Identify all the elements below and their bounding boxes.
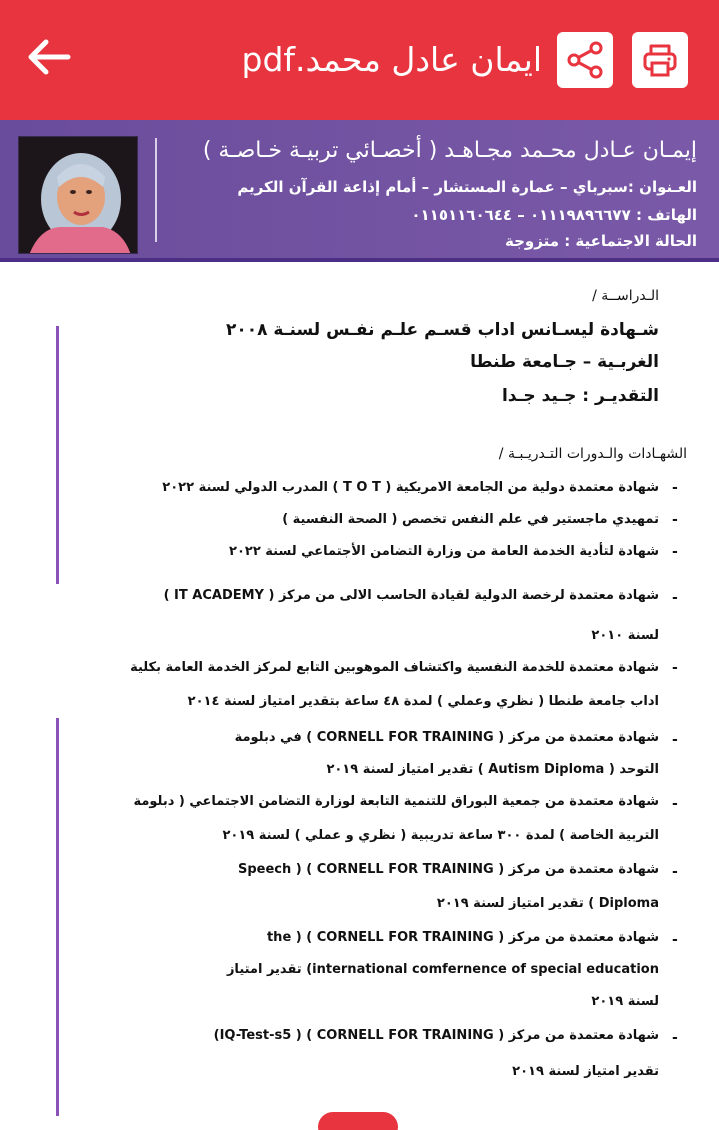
- university-line: الغربـية – جـامعة طنطا: [470, 352, 659, 372]
- app-bar: [0, 0, 719, 120]
- print-button[interactable]: [632, 32, 688, 88]
- training-item-6-line-2: التوحد ( Autism Diploma ) تقدير امتياز لسنة ٢٠١٩: [326, 762, 659, 777]
- training-item-5-line-1: شهادة معتمدة للخدمة النفسية واكتشاف الموهوبين التابع لمركز الخدمة العامة بكلية: [130, 660, 659, 675]
- applicant-phone: الهاتف : ٠١١١٩٨٩٦٦٧٧ – ٠١١٥١١٦٠٦٤٤: [411, 206, 697, 224]
- bullet: -: [672, 660, 678, 676]
- training-item-1: شهادة معتمدة دولية من الجامعة الامريكية ( T O T ) المدرب الدولي لسنة ٢٠٢٢: [162, 480, 659, 495]
- training-item-10-line-1: شهادة معتمدة من مركز ( CORNELL FOR TRAINING ) ( IQ-Test-s5): [213, 1028, 659, 1043]
- bullet: -: [672, 1030, 678, 1046]
- bullet: -: [672, 544, 678, 560]
- bullet: -: [672, 796, 678, 812]
- bullet: -: [672, 512, 678, 528]
- sidebar-line-top: [56, 326, 59, 584]
- training-item-4-line-1: شهادة معتمدة لرخصة الدولية لقيادة الحاسب الالى من مركز ( IT ACADEMY ): [163, 588, 659, 603]
- training-item-5-line-2: اداب جامعة طنطا ( نظري وعملي ) لمدة ٤٨ ساعة بتقدير امتياز لسنة ٢٠١٤: [187, 694, 659, 709]
- training-item-4-line-2: لسنة ٢٠١٠: [591, 628, 659, 643]
- header-divider: [155, 138, 157, 242]
- print-icon: [640, 40, 680, 80]
- training-item-3: شهادة لتأدية الخدمة العامة من وزارة التضامن الأجتماعي لسنة ٢٠٢٢: [229, 544, 659, 559]
- training-item-8-line-2: Diploma ) تقدير امتياز لسنة ٢٠١٩: [436, 896, 659, 911]
- bullet: -: [672, 480, 678, 496]
- pdf-page[interactable]: [0, 120, 719, 1130]
- training-item-9-line-1: شهادة معتمدة من مركز ( CORNELL FOR TRAINING ) ( the: [266, 930, 659, 945]
- profile-photo: [18, 136, 138, 254]
- share-icon: [565, 40, 605, 80]
- training-item-7-line-2: التربية الخاصة ) لمدة ٣٠٠ ساعة تدريبية ( نظري و عملي ) لسنة ٢٠١٩: [222, 828, 659, 843]
- bullet: -: [672, 932, 678, 948]
- training-item-9-line-3: لسنة ٢٠١٩: [591, 994, 659, 1009]
- training-item-9-line-2: international comfernence of special education) تقدير امتياز: [226, 962, 659, 977]
- bullet: -: [672, 864, 678, 880]
- applicant-marital-status: الحالة الاجتماعية : متزوجة: [505, 232, 697, 250]
- bullet: -: [672, 732, 678, 748]
- back-arrow-icon: [26, 37, 72, 77]
- grade-line: التقديـر : جـيد جـدا: [501, 386, 659, 406]
- applicant-address: العـنوان :سبرباي – عمارة المستشار – أمام إذاعة القرآن الكريم: [237, 178, 697, 196]
- training-item-10-line-2: تقدير امتياز لسنة ٢٠١٩: [512, 1064, 659, 1079]
- resume-header: [0, 120, 719, 262]
- education-title: الـدراســة /: [592, 288, 659, 304]
- applicant-name: إيمـان عـادل محـمد مجـاهـد ( أخصـائي تربيـة خـاصـة ): [202, 138, 697, 163]
- training-title: الشهـادات والـدورات التـدريـبـة /: [498, 446, 687, 462]
- degree-line: شـهادة ليسـانس اداب قسـم علـم نفـس لسنـة ٢٠٠٨: [226, 320, 659, 340]
- sidebar-line-bottom: [56, 718, 59, 1116]
- share-button[interactable]: [557, 32, 613, 88]
- training-item-7-line-1: شهادة معتمدة من جمعية البوراق للتنمية التابعة لوزارة التضامن الاجتماعي ( دبلومة: [133, 794, 659, 809]
- back-button[interactable]: [22, 30, 76, 84]
- training-item-8-line-1: شهادة معتمدة من مركز ( CORNELL FOR TRAINING ) ( Speech: [238, 862, 659, 877]
- bullet: -: [672, 590, 678, 606]
- bottom-handle[interactable]: [318, 1112, 398, 1130]
- app-title: ايمان عادل محمد.pdf: [241, 40, 542, 79]
- training-item-2: تمهيدي ماجستير في علم النفس تخصص ( الصحة النفسية ): [282, 512, 659, 527]
- training-item-6-line-1: شهادة معتمدة من مركز ( CORNELL FOR TRAINING ) في دبلومة: [234, 730, 659, 745]
